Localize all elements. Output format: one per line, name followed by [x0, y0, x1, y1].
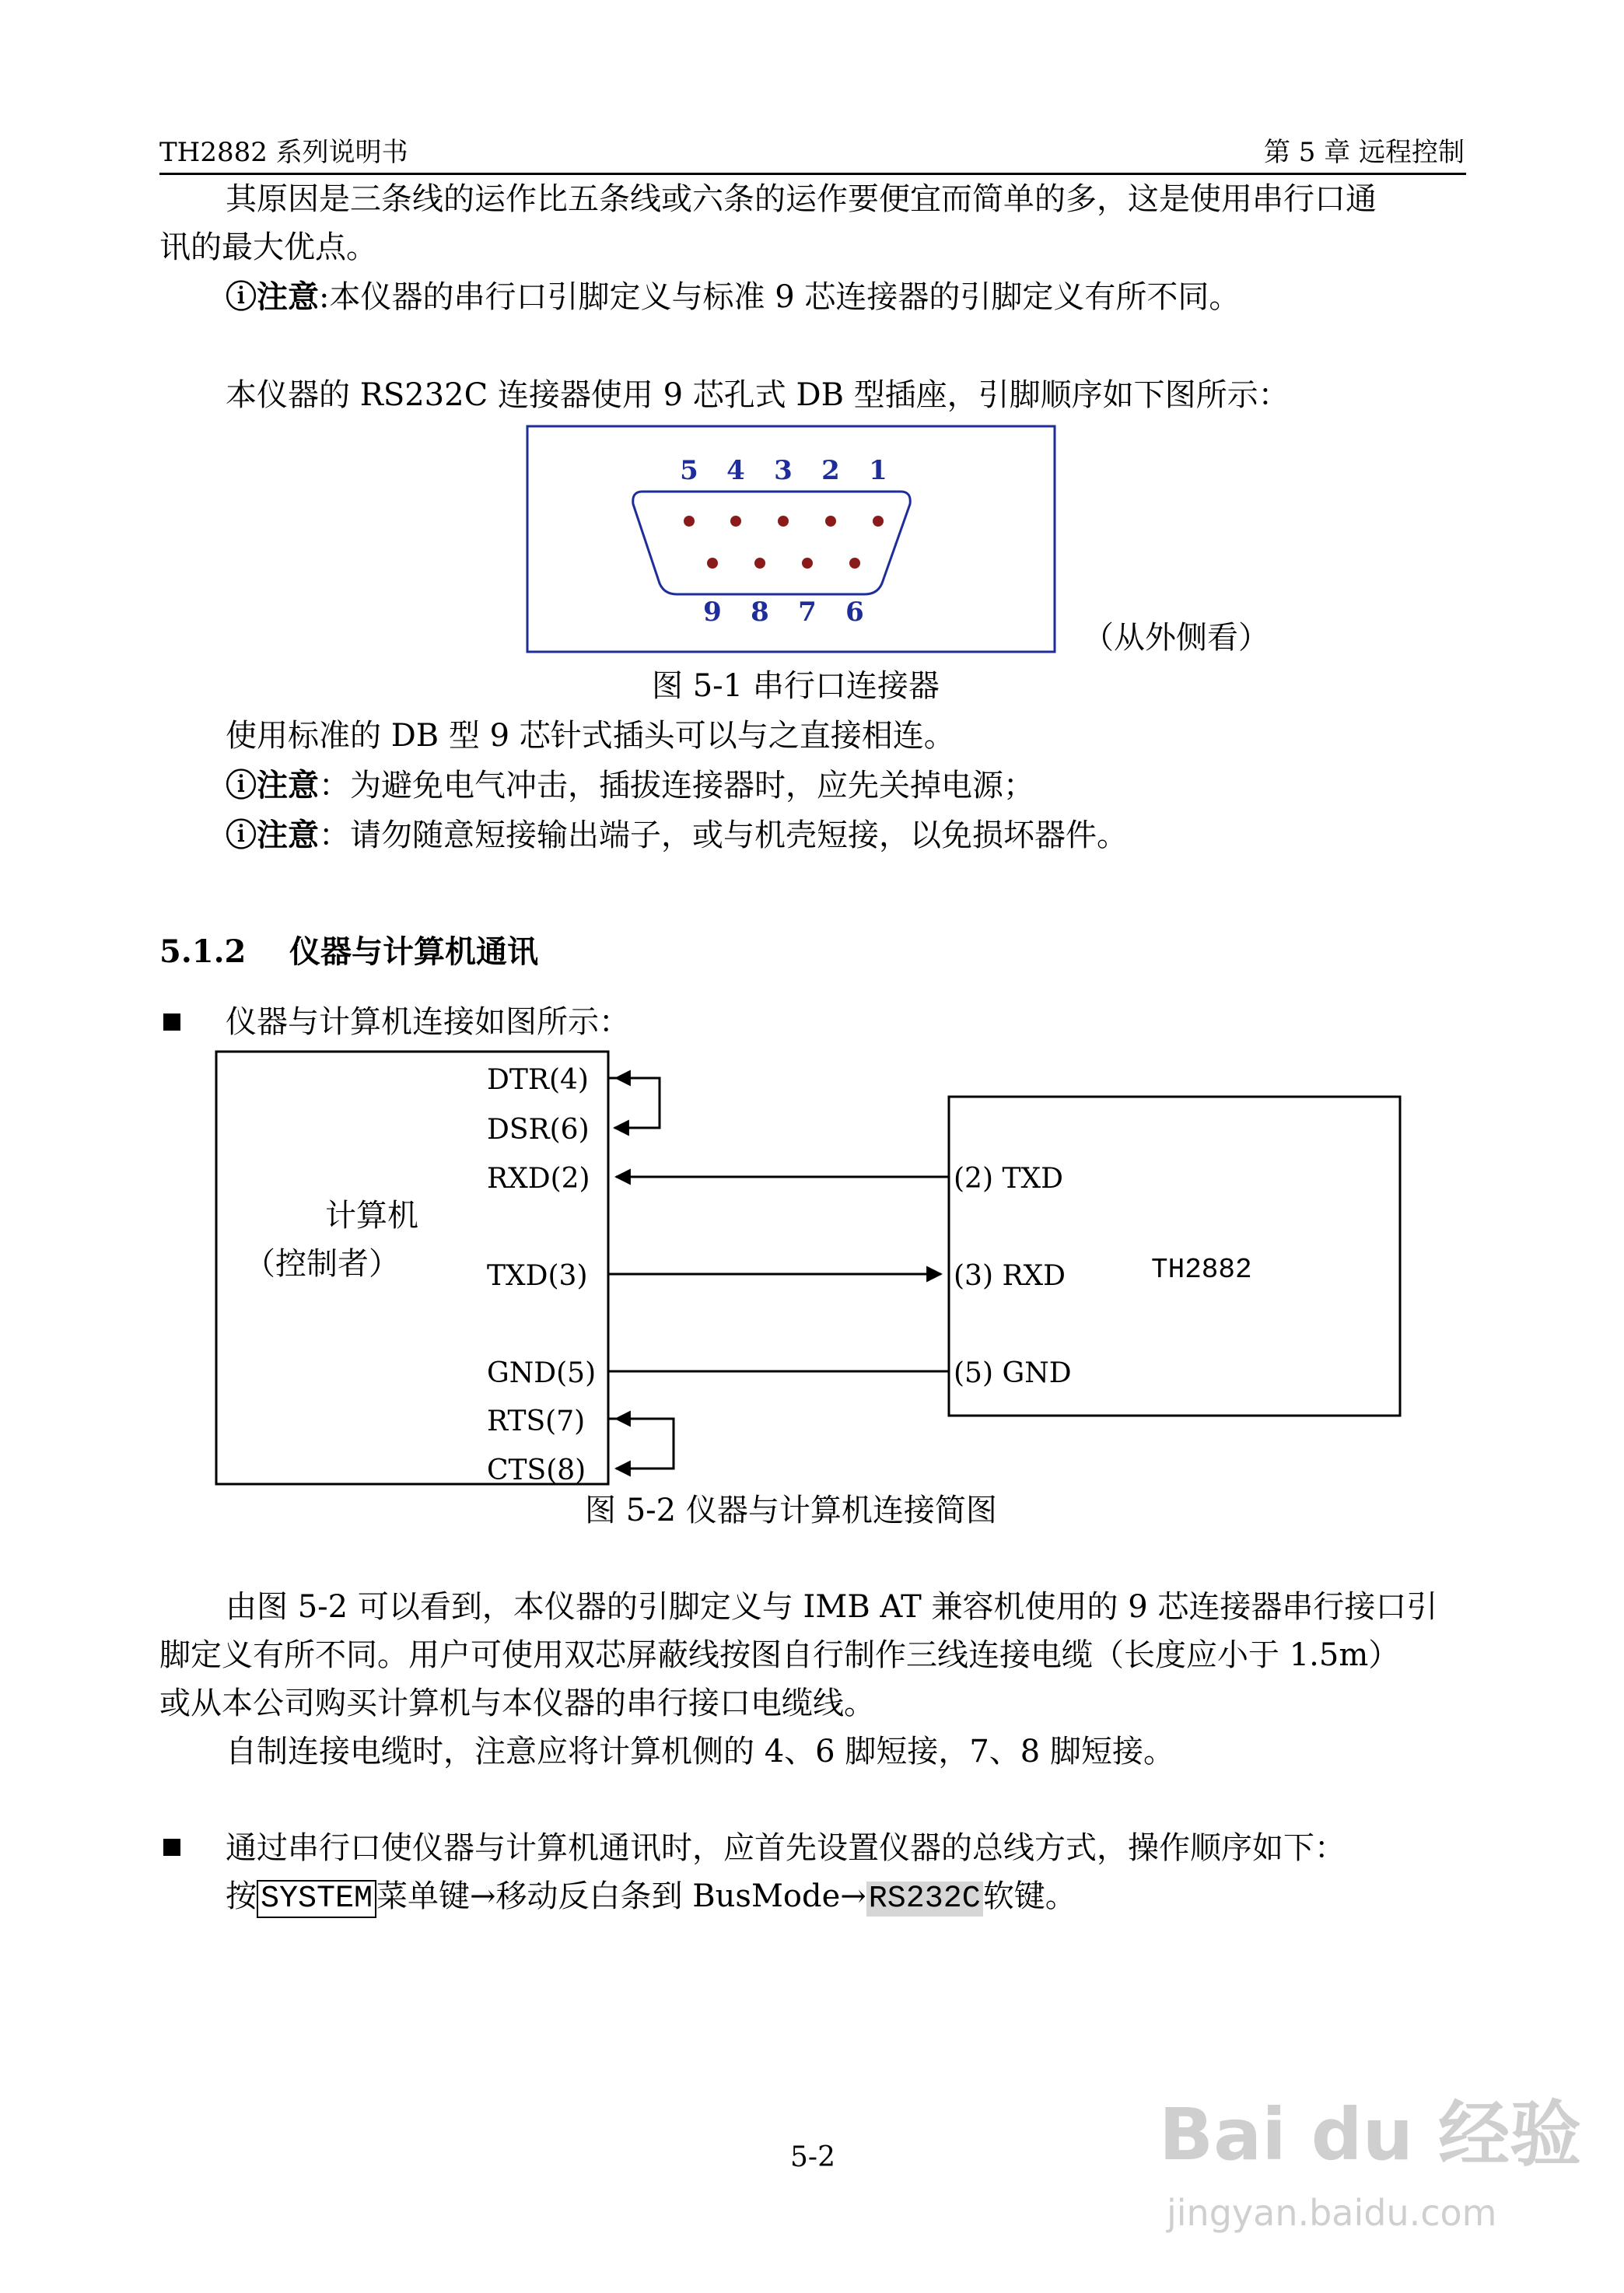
section-title: 仪器与计算机通讯: [289, 933, 538, 970]
steps-line: [226, 1878, 1076, 1918]
pin-label-6: 6: [845, 597, 864, 628]
para-2-line-3: 或从本公司购买计算机与本仪器的串行接口电缆线。: [159, 1686, 875, 1721]
intro-line-2: 讯的最大优点。: [159, 229, 377, 265]
device-pin-3: (5) GND: [954, 1357, 1072, 1389]
section-number: 5.1.2: [159, 933, 247, 970]
header-right: 第 5 章 远程控制: [1263, 137, 1465, 168]
header-rule: [159, 173, 1466, 175]
pin-hole-8: [754, 558, 765, 569]
system-key: SYSTEM: [257, 1880, 376, 1918]
computer-pin-3: RXD(2): [487, 1163, 590, 1195]
page-number: 5-2: [790, 2141, 835, 2173]
computer-pin-2: DSR(6): [487, 1114, 590, 1146]
para-2-line-1: 由图 5-2 可以看到，本仪器的引脚定义与 IMB AT 兼容机使用的 9 芯连接器串行接口引: [226, 1589, 1438, 1625]
pin-hole-2: [825, 516, 836, 527]
steps-suffix: 软键。: [982, 1878, 1076, 1914]
info-icon: ⓘ: [226, 767, 257, 803]
dtr-dsr-loop: [608, 1078, 660, 1128]
pin-hole-7: [802, 558, 813, 569]
info-icon: ⓘ: [226, 278, 257, 315]
pin-hole-3: [778, 516, 789, 527]
steps-prefix: 按: [226, 1878, 257, 1914]
pin-label-4: 4: [726, 455, 745, 486]
rs232c-softkey: RS232C: [866, 1882, 983, 1917]
device-pin-2: (3) RXD: [954, 1260, 1066, 1292]
note-1: [226, 278, 1240, 316]
computer-pin-5: GND(5): [487, 1357, 597, 1389]
computer-label: 计算机: [325, 1198, 418, 1234]
figure-1-caption: 图 5-1 串行口连接器: [652, 668, 940, 704]
note-3: [226, 817, 1128, 854]
note-3-text: ：请勿随意短接输出端子，或与机壳短接，以免损坏器件。: [319, 817, 1128, 853]
bullet-marker: [163, 1013, 180, 1031]
note-2-text: ：为避免电气冲击，插拔连接器时，应先关掉电源；: [319, 768, 1034, 803]
wiring-diagram: [210, 1042, 1408, 1493]
pin-label-3: 3: [774, 455, 793, 486]
note-2-label: 注意: [257, 767, 319, 803]
pin-label-9: 9: [703, 597, 722, 628]
info-icon: ⓘ: [226, 817, 257, 853]
pin-label-2: 2: [821, 455, 840, 486]
bullet-1-text: 仪器与计算机连接如图所示：: [226, 1004, 630, 1040]
pin-hole-1: [873, 516, 884, 527]
pin-label-1: 1: [869, 455, 887, 486]
pin-label-8: 8: [751, 597, 769, 628]
intro-line-1: 其原因是三条线的运作比五条线或六条的运作要便宜而简单的多，这是使用串行口通: [226, 181, 1377, 217]
note-3-label: 注意: [257, 817, 319, 853]
note-2: [226, 767, 1034, 804]
figure-1-side-note: （从外侧看）: [1083, 620, 1269, 656]
rts-cts-loop: [608, 1419, 674, 1469]
figure-2-caption: 图 5-2 仪器与计算机连接简图: [585, 1493, 997, 1528]
pin-hole-4: [730, 516, 741, 527]
db9-connector-figure: [526, 425, 1070, 655]
pin-hole-5: [684, 516, 695, 527]
watermark-url: jingyan.baidu.com: [1167, 2192, 1497, 2234]
pin-label-5: 5: [680, 455, 698, 486]
computer-pin-4: TXD(3): [487, 1260, 588, 1292]
note-1-text: :本仪器的串行口引脚定义与标准 9 芯连接器的引脚定义有所不同。: [319, 279, 1241, 315]
computer-pin-1: DTR(4): [487, 1064, 589, 1096]
connector-intro: 本仪器的 RS232C 连接器使用 9 芯孔式 DB 型插座，引脚顺序如下图所示：: [226, 377, 1290, 413]
header-left: TH2882 系列说明书: [159, 137, 408, 168]
computer-sub-label: （控制者）: [244, 1246, 400, 1282]
para-2-line-4: 自制连接电缆时，注意应将计算机侧的 4、6 脚短接，7、8 脚短接。: [226, 1734, 1174, 1770]
bullet-marker: [163, 1839, 180, 1856]
pin-label-7: 7: [798, 597, 817, 628]
note-1-label: 注意: [257, 278, 319, 315]
connector-shell: [633, 492, 911, 594]
steps-mid: 菜单键→移动反白条到 BusMode→: [376, 1878, 866, 1914]
bullet-2-text: 通过串行口使仪器与计算机通讯时，应首先设置仪器的总线方式，操作顺序如下：: [226, 1830, 1346, 1866]
pin-hole-6: [849, 558, 860, 569]
device-pin-1: (2) TXD: [954, 1163, 1063, 1195]
computer-pin-6: RTS(7): [487, 1406, 586, 1437]
watermark-brand: Bai du 经验: [1159, 2093, 1582, 2176]
pin-hole-9: [707, 558, 718, 569]
computer-pin-7: CTS(8): [487, 1455, 586, 1486]
device-name: TH2882: [1151, 1254, 1252, 1286]
para-2-line-2: 脚定义有所不同。用户可使用双芯屏蔽线按图自行制作三线连接电缆（长度应小于 1.5m）: [159, 1637, 1400, 1673]
after-figure-1: 使用标准的 DB 型 9 芯针式插头可以与之直接相连。: [226, 718, 955, 754]
